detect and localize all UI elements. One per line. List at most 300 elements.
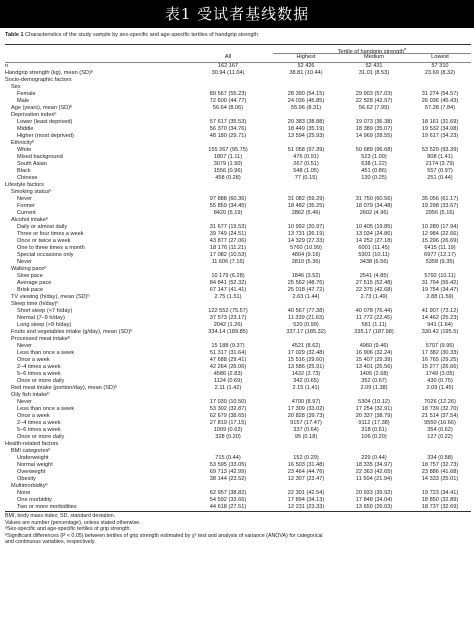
row-label: Average pace: [17, 279, 52, 286]
cell-all: 15 188 (9.37): [211, 342, 245, 349]
row-label: Male: [17, 97, 30, 104]
row-label: Smoking statusᵇ: [11, 188, 52, 195]
cell-lowest: 31 274 (54.57): [421, 90, 459, 97]
row-label: Special occasions only: [17, 251, 74, 258]
cell-highest: 20 828 (39.73): [287, 412, 325, 419]
cell-highest: 11 339 (21.63): [288, 314, 324, 321]
table-row: [5, 287, 471, 294]
row-label: One morbidity: [17, 496, 52, 503]
row-label: Never: [17, 342, 32, 349]
cell-highest: 337 (0.64): [293, 426, 319, 433]
row-label: TV viewing (h/day), mean (SD)ᵇ: [11, 293, 90, 300]
row-label: Long sleep (>9 h/day): [17, 321, 72, 328]
table-row: [5, 154, 471, 161]
row-label: 2–4 times a week: [17, 419, 61, 426]
row-label: Chinese: [17, 174, 38, 181]
table-row: [5, 448, 471, 455]
row-label: Normal weight: [17, 461, 53, 468]
tertile-group-footnote-mark: a: [404, 46, 407, 51]
table-row: [5, 168, 471, 175]
cell-lowest: 57 310: [431, 62, 449, 69]
cell-medium: 22 528 (42.97): [355, 97, 393, 104]
cell-highest: 9157 (17.47): [290, 419, 322, 426]
cell-lowest: 41 907 (73.12): [421, 307, 459, 314]
cell-highest: 25 562 (48.76): [287, 279, 325, 286]
cell-all: 2.75 (1.51): [214, 293, 242, 300]
row-label: Oily fish intakeᵇ: [11, 391, 50, 398]
tertile-group-label: Tertile of handgrip strength: [337, 48, 404, 55]
cell-medium: 16 906 (32.24): [355, 349, 393, 356]
cell-highest: 17 894 (34.13): [287, 496, 325, 503]
cell-medium: 352 (0.67): [361, 377, 387, 384]
row-label: Short sleep (<7 h/day): [17, 307, 73, 314]
table-row: [5, 420, 471, 427]
cell-lowest: 26 036 (45.43): [421, 97, 459, 104]
row-label: Less than once a week: [17, 349, 75, 356]
table-row: [5, 350, 471, 357]
cell-all: 155 267 (95.75): [208, 146, 248, 153]
cell-medium: 13 650 (26.03): [355, 503, 393, 510]
cell-lowest: 12 984 (22.66): [421, 230, 459, 237]
cell-medium: 13 401 (25.56): [355, 363, 393, 370]
cell-highest: 1846 (3.52): [291, 272, 321, 279]
cell-highest: 10 992 (20.97): [287, 223, 325, 230]
footnote-line: Values are number (percentage), unless stated otherwise.: [5, 519, 141, 526]
title-banner: [0, 0, 474, 28]
cell-medium: 13 034 (24.86): [355, 230, 393, 237]
cell-all: 37 573 (23.17): [209, 314, 247, 321]
row-label: Ethnicityᵇ: [11, 139, 35, 146]
row-label: Never: [17, 258, 32, 265]
cell-medium: 581 (1.11): [361, 321, 387, 328]
row-label: Mixed background: [17, 153, 63, 160]
cell-lowest: 35 056 (61.17): [421, 195, 459, 202]
cell-highest: 1432 (2.73): [291, 370, 321, 377]
cell-all: 328 (0.20): [215, 433, 241, 440]
cell-all: 42 264 (26.06): [209, 363, 247, 370]
cell-medium: 52 431: [365, 62, 383, 69]
table-row: [5, 504, 471, 511]
row-label: Never: [17, 195, 32, 202]
cell-all: 31 677 (19.53): [209, 223, 247, 230]
cell-all: 51 317 (31.64): [209, 349, 247, 356]
table-row: [5, 434, 471, 441]
cell-all: 39 749 (24.51): [209, 230, 247, 237]
header-all: All: [224, 54, 232, 60]
row-label: Handgrip strength (kg), mean (SD)ᵇ: [5, 69, 93, 76]
cell-highest: 95 (0.18): [294, 433, 318, 440]
cell-medium: 9112 (17.38): [358, 419, 390, 426]
cell-highest: 12 307 (23.47): [287, 475, 325, 482]
cell-highest: 13 731 (26.19): [287, 230, 325, 237]
cell-all: 458 (0.28): [215, 174, 241, 181]
row-label: Current: [17, 209, 36, 216]
cell-all: 1124 (0.69): [213, 377, 243, 384]
row-label: 5–6 times a week: [17, 370, 61, 377]
cell-lowest: 19 532 (34.08): [421, 125, 459, 132]
row-label: Overweight: [17, 468, 46, 475]
row-label: Lifestyle factors: [5, 181, 44, 188]
cell-all: 55 859 (34.45): [209, 202, 247, 209]
cell-all: 1009 (0.62): [213, 426, 243, 433]
cell-lowest: 127 (0.22): [427, 433, 453, 440]
cell-all: 1807 (1.11): [213, 153, 243, 160]
cell-highest: 4521 (8.62): [291, 342, 321, 349]
cell-highest: 2.15 (1.41): [292, 384, 320, 391]
cell-lowest: 53 520 (93.39): [421, 146, 459, 153]
table-row: [5, 259, 471, 266]
cell-all: 62 957 (38.82): [209, 489, 247, 496]
cell-highest: 77 (0.15): [294, 174, 318, 181]
cell-all: 44 618 (27.51): [209, 503, 247, 510]
cell-highest: 51 058 (97.39): [287, 146, 325, 153]
cell-all: 715 (0.44): [215, 454, 241, 461]
row-label: Former: [17, 202, 36, 209]
cell-medium: 130 (0.25): [361, 174, 387, 181]
cell-lowest: 5707 (9.96): [425, 342, 455, 349]
cell-all: 27 819 (17.15): [209, 419, 247, 426]
table-row: [5, 231, 471, 238]
row-label: Two or more morbidities: [17, 503, 77, 510]
cell-highest: 548 (1.05): [293, 167, 319, 174]
table-row: [5, 189, 471, 196]
cell-all: 1556 (0.96): [213, 167, 243, 174]
table-row: [5, 455, 471, 462]
cell-lowest: 251 (0.44): [427, 174, 453, 181]
cell-all: 67 147 (41.41): [209, 286, 247, 293]
table-caption-text: Characteristics of the study sample by sex-specific and age-specific tertiles of handgrip strength: [25, 32, 259, 38]
table-row: [5, 427, 471, 434]
cell-lowest: 19 617 (34.23): [421, 132, 459, 139]
cell-medium: 27 515 (52.48): [355, 279, 393, 286]
cell-all: 56.64 (8.06): [212, 104, 244, 111]
cell-highest: 31 082 (59.29): [287, 195, 325, 202]
cell-lowest: 1749 (3.05): [425, 370, 455, 377]
cell-medium: 2541 (4.85): [359, 272, 389, 279]
cell-lowest: 23.69 (8.32): [424, 69, 456, 76]
table-row: [5, 483, 471, 490]
cell-lowest: 17 382 (30.33): [421, 349, 459, 356]
cell-all: 2.11 (1.42): [214, 384, 242, 391]
cell-lowest: 557 (0.97): [427, 167, 453, 174]
cell-lowest: 6415 (11.19): [424, 244, 456, 251]
table-row: [5, 105, 471, 112]
cell-all: 48 180 (29.71): [209, 132, 247, 139]
table-row: [5, 392, 471, 399]
cell-all: 97 888 (60.36): [209, 195, 247, 202]
cell-medium: 18 079 (34.48): [355, 202, 393, 209]
row-label: Once or more daily: [17, 377, 65, 384]
row-label: Alcohol intakeᵇ: [11, 216, 48, 223]
cell-lowest: 2956 (5.16): [425, 209, 455, 216]
cell-lowest: 430 (0.75): [427, 377, 453, 384]
row-label: Obesity: [17, 475, 36, 482]
cell-lowest: 2.88 (1.59): [426, 293, 454, 300]
cell-highest: 2862 (5.46): [291, 209, 321, 216]
row-label: Slow pace: [17, 272, 43, 279]
table-row: [5, 462, 471, 469]
cell-lowest: 2174 (3.79): [425, 160, 455, 167]
table-row: [5, 252, 471, 259]
cell-all: 17 030 (10.50): [209, 398, 247, 405]
cell-all: 38 144 (23.52): [209, 475, 247, 482]
table-row: [5, 91, 471, 98]
row-label: Black: [17, 167, 31, 174]
cell-medium: 10 405 (19.85): [355, 223, 393, 230]
footnote-line: and continuous variables, respectively.: [5, 539, 96, 546]
table-row: [5, 357, 471, 364]
row-label: Underweight: [17, 454, 49, 461]
cell-medium: 335.17 (187.98): [354, 328, 394, 335]
cell-lowest: 23 886 (41.68): [421, 468, 459, 475]
cell-medium: 20 933 (39.92): [355, 489, 393, 496]
row-label: Sleep time (h/day)ᵇ: [11, 300, 59, 307]
cell-highest: 4700 (8.97): [291, 398, 321, 405]
cell-lowest: 2.09 (1.45): [426, 384, 454, 391]
cell-all: 10 179 (6.28): [211, 272, 245, 279]
cell-medium: 22 363 (42.65): [355, 468, 393, 475]
cell-medium: 106 (0.20): [361, 433, 387, 440]
cell-highest: 28 390 (54.15): [287, 90, 325, 97]
cell-highest: 52 426: [297, 62, 315, 69]
cell-all: 3079 (1.90): [213, 160, 243, 167]
cell-all: 89 567 (55.23): [209, 90, 247, 97]
cell-medium: 56.62 (7.99): [358, 104, 390, 111]
cell-all: 84 841 (52.32): [209, 279, 247, 286]
table-row: [5, 364, 471, 371]
table-row: [5, 406, 471, 413]
table-row: [5, 273, 471, 280]
table-row: [5, 161, 471, 168]
cell-highest: 4804 (9.16): [291, 251, 321, 258]
table-row: [5, 203, 471, 210]
row-label: Once or twice a week: [17, 237, 71, 244]
table-row: [5, 343, 471, 350]
header-highest: Highest: [296, 54, 316, 60]
cell-all: 11 606 (7.16): [211, 258, 245, 265]
cell-medium: 2602 (4.96): [359, 209, 389, 216]
table-row: [5, 98, 471, 105]
row-label: Lower (least deprived): [17, 118, 73, 125]
cell-lowest: 18 850 (32.89): [421, 496, 459, 503]
row-label: None: [17, 489, 31, 496]
cell-lowest: 16 765 (29.25): [421, 356, 459, 363]
header-medium: Medium: [364, 54, 384, 60]
cell-all: 53 302 (32.87): [209, 405, 247, 412]
cell-all: 43 877 (27.06): [209, 237, 247, 244]
cell-medium: 2.73 (1.49): [360, 293, 388, 300]
cell-lowest: 334 (0.58): [427, 454, 453, 461]
cell-lowest: 5792 (10.11): [424, 272, 456, 279]
table-row: [5, 294, 471, 301]
row-label: South Asian: [17, 160, 47, 167]
banner-title: 表1 受试者基线数据: [164, 5, 310, 23]
cell-all: 122 552 (75.57): [208, 307, 248, 314]
cell-highest: 18 482 (35.25): [287, 202, 325, 209]
table-row: [5, 308, 471, 315]
cell-medium: 1405 (2.68): [359, 370, 389, 377]
cell-highest: 13 586 (25.91): [287, 363, 325, 370]
cell-lowest: 15 277 (26.66): [421, 363, 459, 370]
table-row: [5, 182, 471, 189]
cell-highest: 520 (0.99): [293, 321, 319, 328]
cell-medium: 523 (1.00): [361, 153, 387, 160]
cell-all: 62 679 (38.65): [209, 412, 247, 419]
cell-lowest: 7026 (12.26): [424, 398, 456, 405]
cell-medium: 14 969 (28.55): [355, 132, 393, 139]
table-row: [5, 210, 471, 217]
cell-highest: 25 018 (47.72): [287, 286, 325, 293]
table-row: [5, 245, 471, 252]
row-label: Health-related factors: [5, 440, 59, 447]
cell-all: 47 688 (29.41): [209, 356, 247, 363]
cell-lowest: 10 280 (17.94): [421, 223, 459, 230]
row-label: Deprivation indexᵇ: [11, 111, 57, 118]
row-label: Processed meat intakeᵇ: [11, 335, 71, 342]
cell-medium: 4960 (9.46): [359, 342, 389, 349]
cell-lowest: 57.28 (7.84): [424, 104, 456, 111]
table-row: [5, 322, 471, 329]
table-row: [5, 329, 471, 336]
cell-lowest: 808 (1.41): [427, 153, 453, 160]
cell-medium: 17 254 (32.91): [355, 405, 393, 412]
table-bottom-rule: [5, 511, 471, 512]
table-row: [5, 469, 471, 476]
table-row: [5, 385, 471, 392]
cell-lowest: 19 754 (34.47): [421, 286, 459, 293]
cell-highest: 22 301 (42.54): [287, 489, 325, 496]
table-caption-label: Table 1: [5, 32, 24, 38]
cell-highest: 24 036 (45.85): [287, 97, 325, 104]
table-row: [5, 63, 471, 70]
table-caption: [5, 32, 471, 39]
cell-highest: 13 594 (25.93): [287, 132, 325, 139]
table-row: [5, 77, 471, 84]
cell-highest: 18 449 (35.19): [287, 125, 325, 132]
cell-medium: 18 335 (34.97): [355, 461, 393, 468]
cell-highest: 267 (0.51): [293, 160, 319, 167]
cell-all: 162 167: [217, 62, 239, 69]
cell-highest: 16 503 (31.48): [287, 461, 325, 468]
cell-medium: 22 375 (42.68): [355, 286, 393, 293]
cell-highest: 55.96 (8.31): [290, 104, 322, 111]
row-label: Three or four times a week: [17, 230, 84, 237]
cell-all: 334.14 (189.85): [208, 328, 248, 335]
table-row: [5, 378, 471, 385]
cell-all: 54 592 (33.66): [209, 496, 247, 503]
table-row: [5, 371, 471, 378]
cell-lowest: 14 333 (25.01): [421, 475, 459, 482]
table-row: [5, 224, 471, 231]
cell-highest: 15 516 (29.60): [287, 356, 325, 363]
table-row: [5, 126, 471, 133]
cell-medium: 318 (0.61): [361, 426, 387, 433]
row-label: Once or more daily: [17, 433, 65, 440]
cell-all: 53 595 (33.05): [209, 461, 247, 468]
row-label: Brisk pace: [17, 286, 44, 293]
cell-highest: 17 029 (32.48): [287, 349, 325, 356]
row-label: White: [17, 146, 32, 153]
footnote-line: ᵇSignificant differences (P < 0.05) between tertiles of grip strength estimated by χ² test and analysis of variance (ANOVA) for categorical: [5, 532, 323, 539]
table-row: [5, 315, 471, 322]
cell-all: 8420 (5.19): [213, 209, 243, 216]
table-row: [5, 133, 471, 140]
cell-medium: 18 389 (35.07): [355, 125, 393, 132]
cell-all: 56 370 (34.76): [209, 125, 247, 132]
cell-medium: 3438 (6.56): [359, 258, 389, 265]
cell-medium: 229 (0.44): [361, 454, 387, 461]
cell-all: 2042 (1.26): [213, 321, 243, 328]
row-label: Once a week: [17, 412, 50, 419]
table-row: [5, 336, 471, 343]
cell-medium: 638 (1.22): [361, 160, 387, 167]
row-label: Never: [17, 398, 32, 405]
row-label: Once a week: [17, 356, 50, 363]
row-label: BMI categoriesᵇ: [11, 447, 51, 454]
table-row: [5, 140, 471, 147]
table-row: [5, 238, 471, 245]
cell-highest: 17 309 (33.02): [287, 405, 325, 412]
table-row: [5, 399, 471, 406]
header-lowest: Lowest: [431, 54, 449, 60]
row-label: Female: [17, 90, 36, 97]
cell-highest: 14 329 (27.33): [287, 237, 325, 244]
cell-highest: 476 (0.91): [293, 153, 319, 160]
cell-lowest: 18 161 (31.69): [421, 118, 459, 125]
row-label: Less than once a week: [17, 405, 75, 412]
row-label: Daily or almost daily: [17, 223, 68, 230]
table-row: [5, 217, 471, 224]
cell-highest: 342 (0.65): [293, 377, 319, 384]
cell-highest: 38.81 (10.44): [289, 69, 323, 76]
row-label: Higher (most deprived): [17, 132, 74, 139]
cell-lowest: 18 737 (32.69): [421, 503, 459, 510]
cell-medium: 29 903 (57.03): [355, 90, 393, 97]
cell-medium: 451 (0.86): [361, 167, 387, 174]
cell-medium: 15 407 (29.39): [355, 356, 393, 363]
table-row: [5, 266, 471, 273]
cell-medium: 50 689 (96.68): [355, 146, 393, 153]
cell-lowest: 9550 (16.66): [424, 419, 456, 426]
table-row: [5, 196, 471, 203]
cell-lowest: 941 (1.64): [427, 321, 453, 328]
cell-highest: 5760 (10.99): [290, 244, 322, 251]
table-row: [5, 476, 471, 483]
cell-lowest: 14 462 (25.23): [421, 314, 459, 321]
cell-lowest: 19 723 (34.41): [421, 489, 459, 496]
cell-highest: 23 464 (44.76): [287, 468, 325, 475]
row-label: Fruits and vegetables intake (g/day), mean (SD)ᵇ: [11, 328, 133, 335]
cell-medium: 6001 (11.45): [358, 244, 390, 251]
cell-lowest: 354 (0.62): [427, 426, 453, 433]
table-row: [5, 280, 471, 287]
cell-medium: 11 504 (21.94): [356, 475, 392, 482]
cell-all: 69 713 (42.99): [209, 468, 247, 475]
table-row: [5, 112, 471, 119]
cell-medium: 31.01 (8.53): [358, 69, 390, 76]
row-label: 2–4 times a week: [17, 363, 61, 370]
cell-all: 17 082 (10.53): [209, 251, 247, 258]
row-label: 5–6 times a week: [17, 426, 61, 433]
cell-all: 57 617 (35.53): [209, 118, 247, 125]
cell-lowest: 330.42 (195.5): [421, 328, 459, 335]
cell-lowest: 18 757 (32.73): [421, 461, 459, 468]
cell-lowest: 15 296 (26.69): [421, 237, 459, 244]
cell-medium: 14 252 (27.18): [355, 237, 393, 244]
table-row: [5, 70, 471, 77]
row-label: n: [5, 62, 9, 69]
cell-all: 4586 (2.83): [213, 370, 243, 377]
